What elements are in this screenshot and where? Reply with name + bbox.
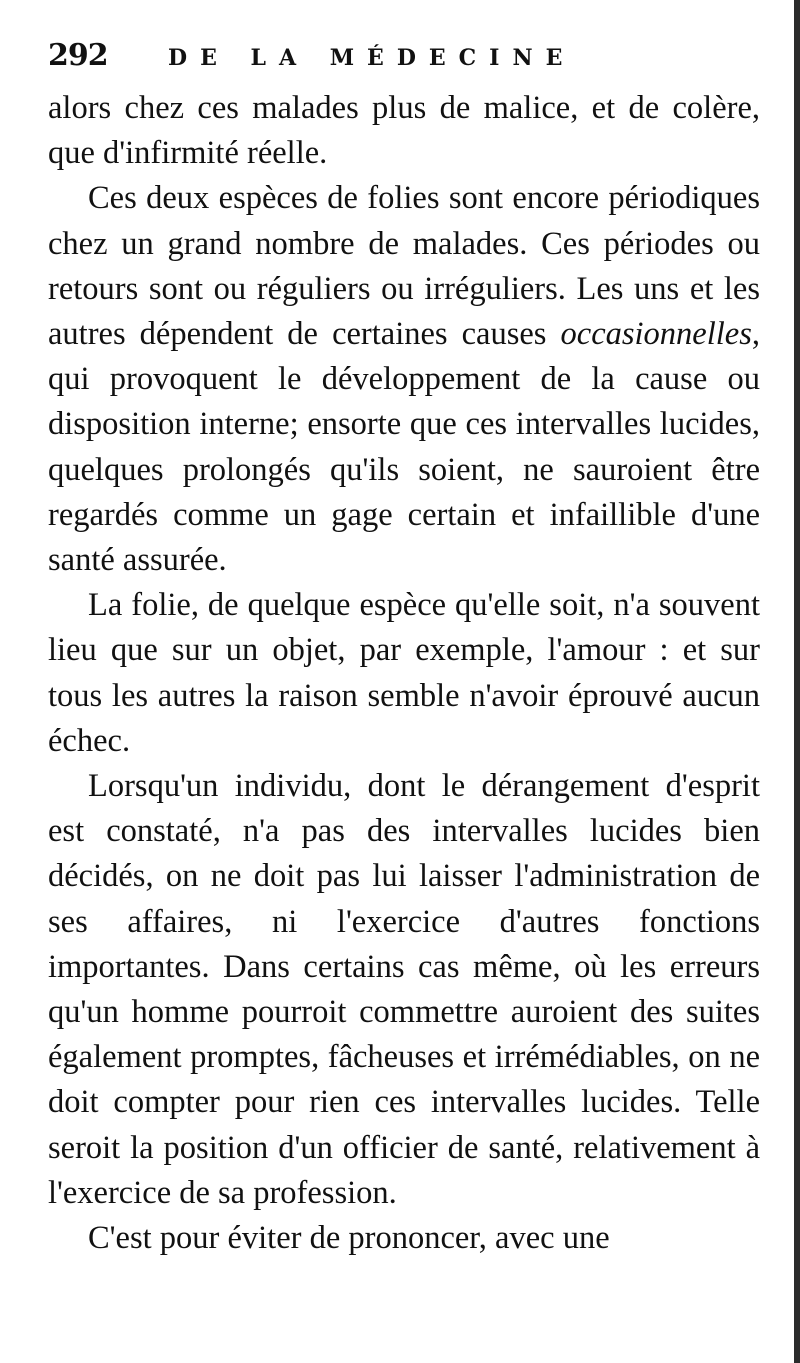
page-edge-shadow	[794, 0, 800, 1363]
paragraph-2	[48, 176, 760, 583]
italic-term: occasionnelles	[560, 316, 752, 353]
page-number: 292	[48, 38, 108, 73]
paragraph-5	[48, 1216, 760, 1261]
running-title: DE LA MÉDECINE	[168, 45, 576, 71]
text-segment: , qui provoquent le développement de la cause ou disposition interne; ensorte que ces intervalles lucides, quelques prolongés qu'ils soient, ne sauroient être regardés comme un gage certain et infaillible d'une santé assurée.	[48, 316, 760, 579]
paragraph-4	[48, 764, 760, 1216]
text-segment: Lorsqu'un individu, dont le dérangement d'esprit est constaté, n'a pas des intervalles lucides bien décidés, on ne doit pas lui laisser l'administration de ses affaires, ni l'exercice d'autres fonctions importantes. Dans certains cas même, où les erreurs qu'un homme pourroit commettre auroient des suites également promptes, fâcheuses et irrémédiables, on ne doit compter pour rien ces intervalles lucides. Telle seroit la position d'un officier de santé, relativement à l'exercice de sa profession.	[48, 768, 760, 1211]
text-segment: alors chez ces malades plus de malice, et de colère, que d'infirmité réelle.	[48, 90, 760, 172]
text-segment: La folie, de quelque espèce qu'elle soit, n'a souvent lieu que sur un objet, par exemple, l'amour : et sur tous les autres la raison semble n'avoir éprouvé aucun échec.	[48, 587, 760, 759]
text-segment: Ces deux espèces de folies sont encore périodiques chez un grand nombre de malades. Ces périodes ou retours sont ou réguliers ou irréguliers. Les uns et les autres dépendent de certaines causes	[48, 180, 760, 353]
body-text	[48, 86, 760, 1261]
text-segment: C'est pour éviter de prononcer, avec une	[88, 1220, 610, 1257]
paragraph-3	[48, 583, 760, 764]
paragraph-1	[48, 86, 760, 176]
page-header	[48, 38, 760, 86]
